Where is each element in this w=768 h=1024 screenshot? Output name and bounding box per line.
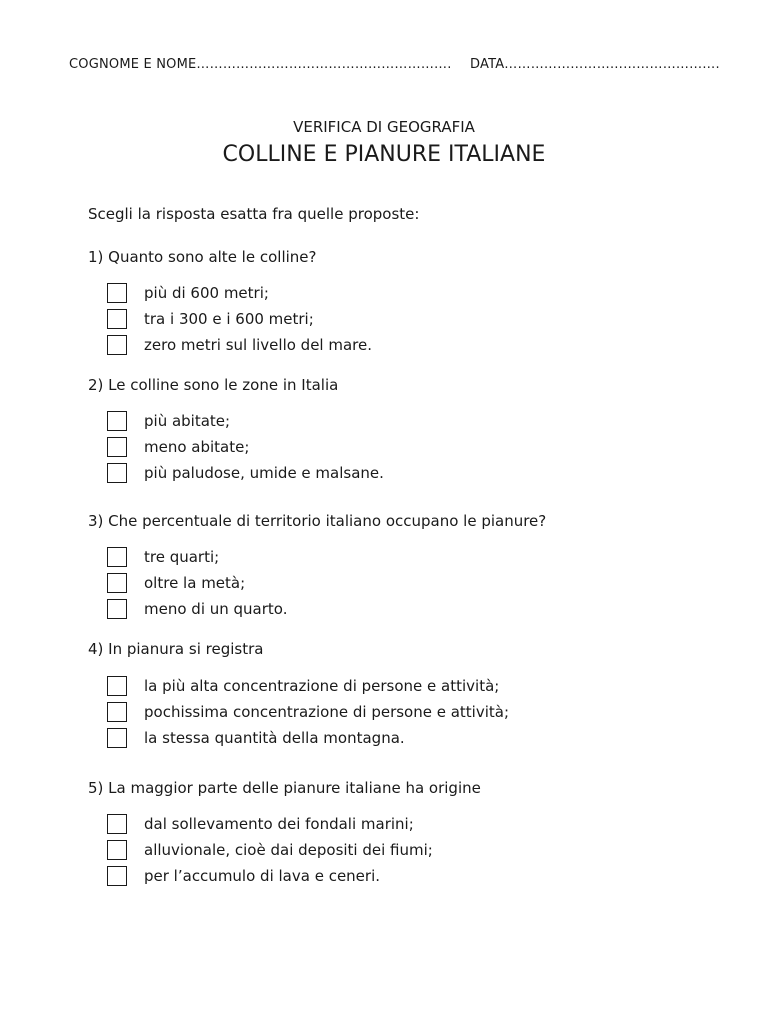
answer-option <box>107 570 287 596</box>
answer-label: più paludose, umide e malsane. <box>144 464 384 482</box>
answer-label: oltre la metà; <box>144 574 246 592</box>
document-subtitle: VERIFICA DI GEOGRAFIA <box>293 118 475 136</box>
question-text: 4) In pianura si registra <box>88 640 264 658</box>
answer-option <box>107 434 384 460</box>
answer-checkbox[interactable] <box>107 866 127 886</box>
answer-label: tre quarti; <box>144 548 220 566</box>
answer-label: meno di un quarto. <box>144 600 288 618</box>
answer-checkbox[interactable] <box>107 437 127 457</box>
answer-option <box>107 673 509 699</box>
answer-option <box>107 544 287 570</box>
answer-option <box>107 811 433 837</box>
answer-option <box>107 460 384 486</box>
answer-option <box>107 596 287 622</box>
question-text: 1) Quanto sono alte le colline? <box>88 248 317 266</box>
name-field-label: COGNOME E NOME…………………………………………………. <box>69 57 452 72</box>
options-list <box>107 673 509 751</box>
date-field-label: DATA…………………………………………. <box>470 57 720 72</box>
options-list <box>107 544 287 622</box>
answer-checkbox[interactable] <box>107 547 127 567</box>
answer-option <box>107 332 372 358</box>
answer-checkbox[interactable] <box>107 702 127 722</box>
answer-label: più abitate; <box>144 412 231 430</box>
answer-checkbox[interactable] <box>107 309 127 329</box>
answer-checkbox[interactable] <box>107 283 127 303</box>
answer-label: meno abitate; <box>144 438 250 456</box>
answer-checkbox[interactable] <box>107 599 127 619</box>
options-list <box>107 408 384 486</box>
answer-option <box>107 408 384 434</box>
question-text: 5) La maggior parte delle pianure italiane ha origine <box>88 779 481 797</box>
question-text: 2) Le colline sono le zone in Italia <box>88 376 339 394</box>
answer-option <box>107 699 509 725</box>
answer-checkbox[interactable] <box>107 840 127 860</box>
answer-option <box>107 837 433 863</box>
answer-checkbox[interactable] <box>107 411 127 431</box>
answer-label: per l’accumulo di lava e ceneri. <box>144 867 381 885</box>
answer-option <box>107 306 372 332</box>
options-list <box>107 811 433 889</box>
instruction-text: Scegli la risposta esatta fra quelle proposte: <box>88 205 420 223</box>
answer-option <box>107 863 433 889</box>
question-text: 3) Che percentuale di territorio italiano occupano le pianure? <box>88 512 547 530</box>
answer-label: zero metri sul livello del mare. <box>144 336 373 354</box>
answer-label: alluvionale, cioè dai depositi dei fiumi; <box>144 841 433 859</box>
answer-checkbox[interactable] <box>107 814 127 834</box>
answer-checkbox[interactable] <box>107 335 127 355</box>
answer-option <box>107 280 372 306</box>
answer-checkbox[interactable] <box>107 676 127 696</box>
answer-label: tra i 300 e i 600 metri; <box>144 310 314 328</box>
answer-label: pochissima concentrazione di persone e attività; <box>144 703 510 721</box>
answer-label: più di 600 metri; <box>144 284 269 302</box>
answer-label: la stessa quantità della montagna. <box>144 729 405 747</box>
answer-checkbox[interactable] <box>107 728 127 748</box>
document-title: COLLINE E PIANURE ITALIANE <box>222 142 546 167</box>
answer-checkbox[interactable] <box>107 573 127 593</box>
options-list <box>107 280 372 358</box>
answer-label: la più alta concentrazione di persone e attività; <box>144 677 500 695</box>
answer-checkbox[interactable] <box>107 463 127 483</box>
answer-option <box>107 725 509 751</box>
answer-label: dal sollevamento dei fondali marini; <box>144 815 414 833</box>
